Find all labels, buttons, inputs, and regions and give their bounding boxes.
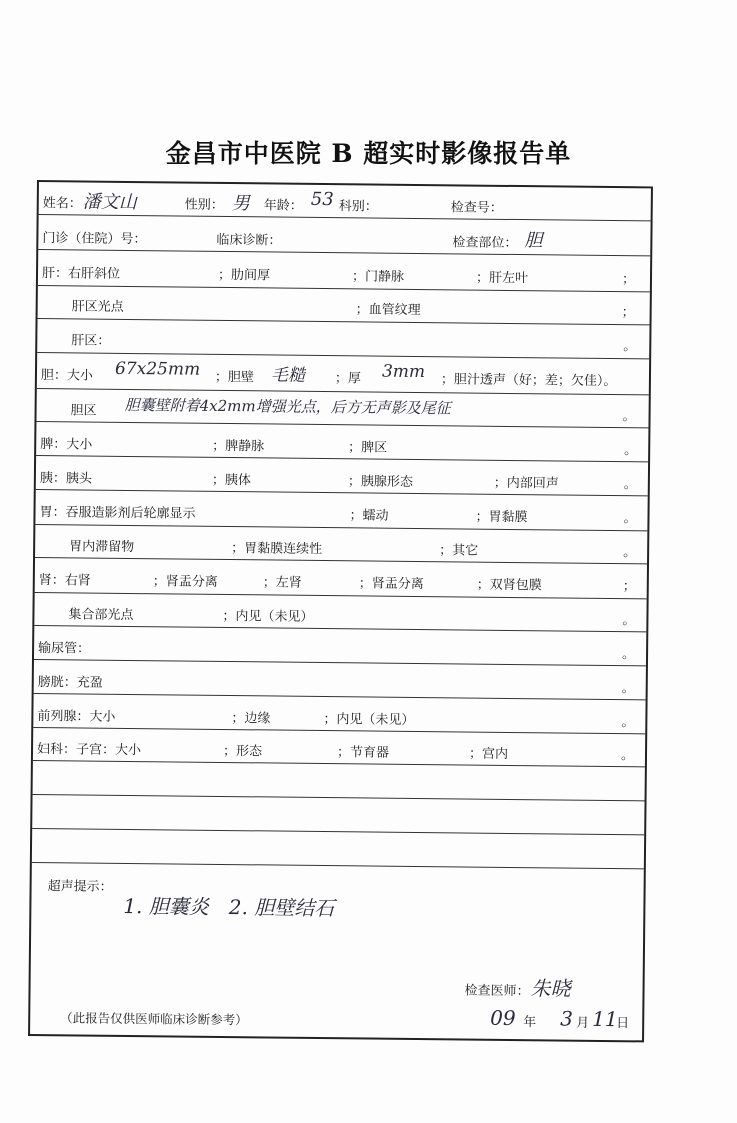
prostate-end: 。: [621, 715, 635, 731]
ureter-end: 。: [621, 647, 636, 663]
stomach-retention: 胃内滞留物: [69, 539, 135, 556]
report-disclaimer: （此报告仅供医师临床诊断参考）: [60, 1010, 248, 1028]
gallbladder-section: [36, 353, 649, 428]
conclusion-label: 超声提示：: [47, 879, 113, 895]
gyn-shape: ；形态: [222, 743, 263, 760]
dept-label: 科别：: [338, 199, 378, 215]
liver-r3-end: 。: [623, 339, 637, 355]
doctor-signature: 朱晓: [530, 976, 571, 1001]
liver-intercostal: ；肋间厚: [217, 267, 271, 284]
clinical-diagnosis-label: 临床诊断：: [216, 232, 282, 249]
stomach-section: [35, 490, 648, 564]
stomach-r2-end: 。: [623, 545, 637, 561]
gallbladder-area-end: 。: [622, 409, 636, 425]
liver-r1-end: ；: [621, 272, 636, 288]
gallbladder-area-label: 胆区: [70, 403, 97, 419]
age-label: 年龄：: [263, 198, 303, 214]
kidney-inside-seen: ；内见（未见）: [222, 608, 314, 625]
kidney-section: [34, 558, 647, 632]
conclusion-section: [30, 863, 644, 1040]
report-title: 金昌市中医院 B 超实时影像报告单: [165, 139, 572, 168]
kidney-right: 肾：右肾: [38, 573, 91, 589]
gyn-intrauterine: ；宫内: [468, 746, 509, 762]
spleen-size: 脾：大小: [40, 437, 93, 453]
prostate-margin: ；边缘: [231, 711, 271, 727]
date-month-unit: 月: [576, 1015, 590, 1031]
gallbladder-thickness-value: 3mm: [381, 361, 426, 383]
report-form: [28, 180, 653, 1042]
stomach-mucosa: ；胃黏膜: [475, 509, 528, 526]
date-day-unit: 日: [616, 1016, 630, 1032]
ureter-label: 输尿管：: [38, 641, 91, 657]
stomach-other: ；其它: [439, 543, 479, 559]
gallbladder-size-label: 胆：大小: [40, 368, 94, 384]
gallbladder-wall-value: 毛糙: [270, 365, 306, 386]
bladder-filling: 膀胱：充盈: [37, 675, 103, 691]
liver-area-label: 肝区：: [71, 333, 111, 349]
spleen-area: ；脾区: [348, 440, 388, 456]
pancreas-shape: ；胰腺形态: [347, 474, 413, 490]
date-year-unit: 年: [523, 1015, 537, 1031]
gyn-uterus-size: 妇科：子宫：大小: [36, 742, 142, 759]
gender-label: 性别：: [184, 197, 224, 213]
doctor-label: 检查医师：: [464, 983, 530, 1000]
spleen-vein: ；脾静脉: [212, 438, 265, 455]
stomach-r1-end: 。: [623, 511, 637, 527]
kidney-left-pelvis: ；肾盂分离: [358, 576, 424, 593]
liver-portal-vein: ；门静脉: [351, 269, 405, 285]
liver-vascular-texture: ；血管纹理: [355, 302, 421, 319]
name-label: 姓名：: [42, 196, 82, 212]
outpatient-number-label: 门诊（住院）号：: [42, 231, 147, 248]
stomach-mucosa-continuity: ；胃黏膜连续性: [231, 541, 323, 558]
gallbladder-area-value: 胆囊壁附着4x2mm增强光点，后方无声影及尾征: [124, 395, 451, 418]
gallbladder-wall-label: ；胆壁: [214, 369, 255, 386]
name-value: 潘文山: [82, 191, 137, 214]
conclusion-value: 1. 胆囊炎 2. 胆壁结石: [123, 893, 335, 921]
pancreas-echo: ；内部回声: [493, 475, 559, 492]
liver-light-spots: 肝区光点: [71, 299, 124, 315]
gyn-end: 。: [620, 748, 635, 764]
prostate-inside-seen: ；内见（未见）: [323, 712, 415, 728]
gallbladder-size-value: 67x25mm: [114, 358, 201, 380]
stomach-contrast-outline: 胃：吞服造影剂后轮廓显示: [39, 505, 196, 522]
liver-right-oblique: 肝：右肝斜位: [41, 266, 121, 282]
exam-site-label: 检查部位：: [452, 235, 518, 252]
pancreas-head: 胰：胰头: [39, 471, 92, 487]
date-year: 09: [490, 1005, 516, 1031]
liver-left-lobe: ；肝左叶: [475, 270, 529, 287]
age-value: 53: [310, 188, 334, 211]
kidney-capsule: ；双肾包膜: [476, 577, 542, 594]
kidney-collecting-spots: 集合部光点: [68, 607, 134, 624]
kidney-right-pelvis: ；肾盂分离: [152, 574, 218, 590]
gallbladder-bile-label: ；胆汁透声（好；差；欠佳）。: [440, 372, 617, 390]
date-month: 3: [560, 1006, 574, 1031]
kidney-r2-end: 。: [622, 613, 636, 629]
bladder-end: 。: [621, 681, 635, 697]
spleen-end: 。: [624, 443, 638, 459]
gender-value: 男: [231, 193, 250, 215]
liver-section: [37, 250, 650, 359]
stomach-peristalsis: ；蠕动: [349, 508, 389, 524]
pancreas-end: 。: [623, 477, 637, 493]
pancreas-body: ；胰体: [211, 472, 251, 489]
gallbladder-thickness-label: ；厚: [334, 371, 362, 387]
prostate-size: 前列腺：大小: [37, 709, 116, 725]
exam-site-value: 胆: [524, 230, 543, 252]
liver-r2-end: ；: [621, 305, 635, 321]
kidney-left: ；左肾: [262, 575, 302, 591]
gyn-iud: ；节育器: [336, 745, 390, 761]
kidney-r1-end: ；: [622, 579, 636, 595]
date-day: 11: [592, 1006, 618, 1032]
exam-number-label: 检查号：: [450, 200, 503, 216]
